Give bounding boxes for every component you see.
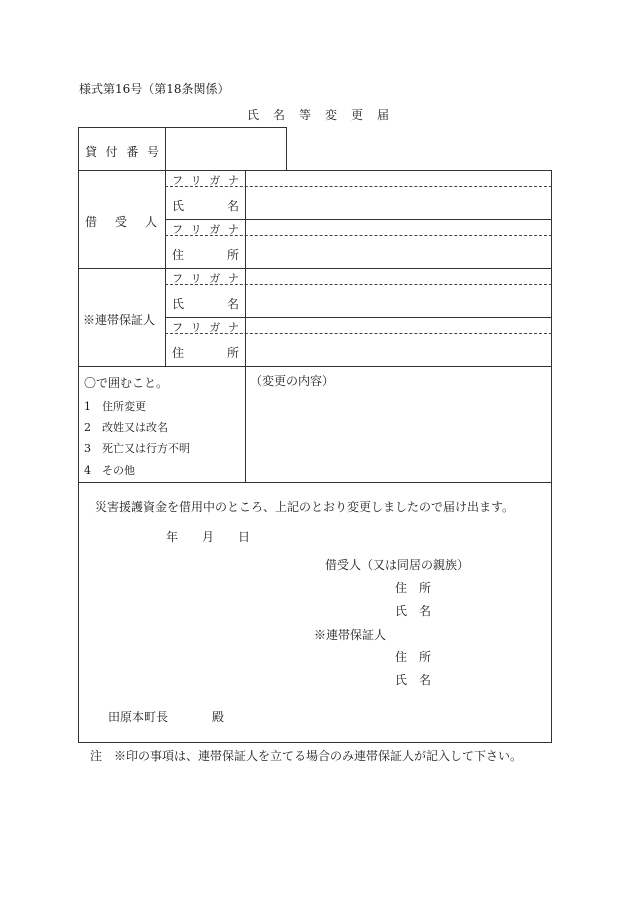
borrower-sign-label: 借受人（又は同居の親族）	[325, 558, 470, 572]
page-title: 氏 名 等 変 更 届	[247, 108, 391, 122]
change-content-field[interactable]	[248, 390, 548, 480]
date-month-label: 月	[202, 530, 215, 544]
declaration-text: 災害援護資金を借用中のところ、上記のとおり変更しましたので届け出ます。	[95, 500, 515, 514]
borrower-address-field[interactable]	[247, 237, 550, 267]
guarantor-name-label: 氏 名	[172, 297, 239, 311]
borrower-sign-address-label: 住 所	[395, 581, 432, 595]
recipient: 田原本町長	[108, 710, 169, 724]
borrower-furigana-address-field[interactable]	[247, 220, 550, 234]
borrower-furigana-name-label: フ リ ガ ナ	[172, 174, 239, 187]
borrower-sign-name-field[interactable]	[440, 600, 545, 618]
guarantor-furigana-name-label: フ リ ガ ナ	[172, 272, 239, 285]
date-month-field[interactable]	[180, 527, 200, 543]
change-type-item[interactable]: 2 改姓又は改名	[84, 421, 168, 434]
date-day-field[interactable]	[216, 527, 236, 543]
guarantor-label: ※連帯保証人	[83, 313, 156, 327]
guarantor-sign-address-field[interactable]	[440, 646, 545, 664]
date-year-label: 年	[166, 530, 179, 544]
guarantor-furigana-address-label: フ リ ガ ナ	[172, 321, 239, 334]
change-instruction: 〇で囲むこと。	[84, 376, 169, 390]
borrower-name-field[interactable]	[247, 188, 550, 218]
change-type-item[interactable]: 4 その他	[84, 464, 135, 477]
loan-number-label: 貸 付 番 号	[85, 145, 159, 159]
honorific: 殿	[212, 710, 225, 724]
guarantor-sign-label: ※連帯保証人	[314, 628, 387, 642]
guarantor-furigana-address-field[interactable]	[247, 318, 550, 332]
borrower-furigana-name-field[interactable]	[247, 171, 550, 185]
loan-number-field[interactable]	[168, 130, 283, 168]
change-content-label: （変更の内容）	[250, 374, 335, 388]
borrower-label: 借 受 人	[85, 215, 157, 229]
borrower-sign-address-field[interactable]	[440, 577, 545, 595]
guarantor-address-field[interactable]	[247, 335, 550, 365]
footer-note: 注 ※印の事項は、連帯保証人を立てる場合のみ連帯保証人が記入して下さい。	[90, 749, 523, 763]
guarantor-sign-address-label: 住 所	[395, 650, 432, 664]
borrower-sign-name-label: 氏 名	[395, 604, 432, 618]
borrower-name-label: 氏 名	[172, 199, 239, 213]
borrower-address-label: 住 所	[172, 248, 239, 262]
guarantor-sign-name-field[interactable]	[440, 669, 545, 687]
change-type-item[interactable]: 3 死亡又は行方不明	[84, 442, 190, 455]
form-number: 様式第16号（第18条関係）	[79, 82, 230, 96]
date-day-label: 日	[238, 530, 251, 544]
guarantor-address-label: 住 所	[172, 346, 239, 360]
guarantor-sign-name-label: 氏 名	[395, 673, 432, 687]
borrower-furigana-address-label: フ リ ガ ナ	[172, 223, 239, 236]
date-year-field[interactable]	[130, 527, 162, 543]
guarantor-name-field[interactable]	[247, 286, 550, 316]
guarantor-furigana-name-field[interactable]	[247, 269, 550, 283]
change-type-item[interactable]: 1 住所変更	[84, 400, 146, 413]
